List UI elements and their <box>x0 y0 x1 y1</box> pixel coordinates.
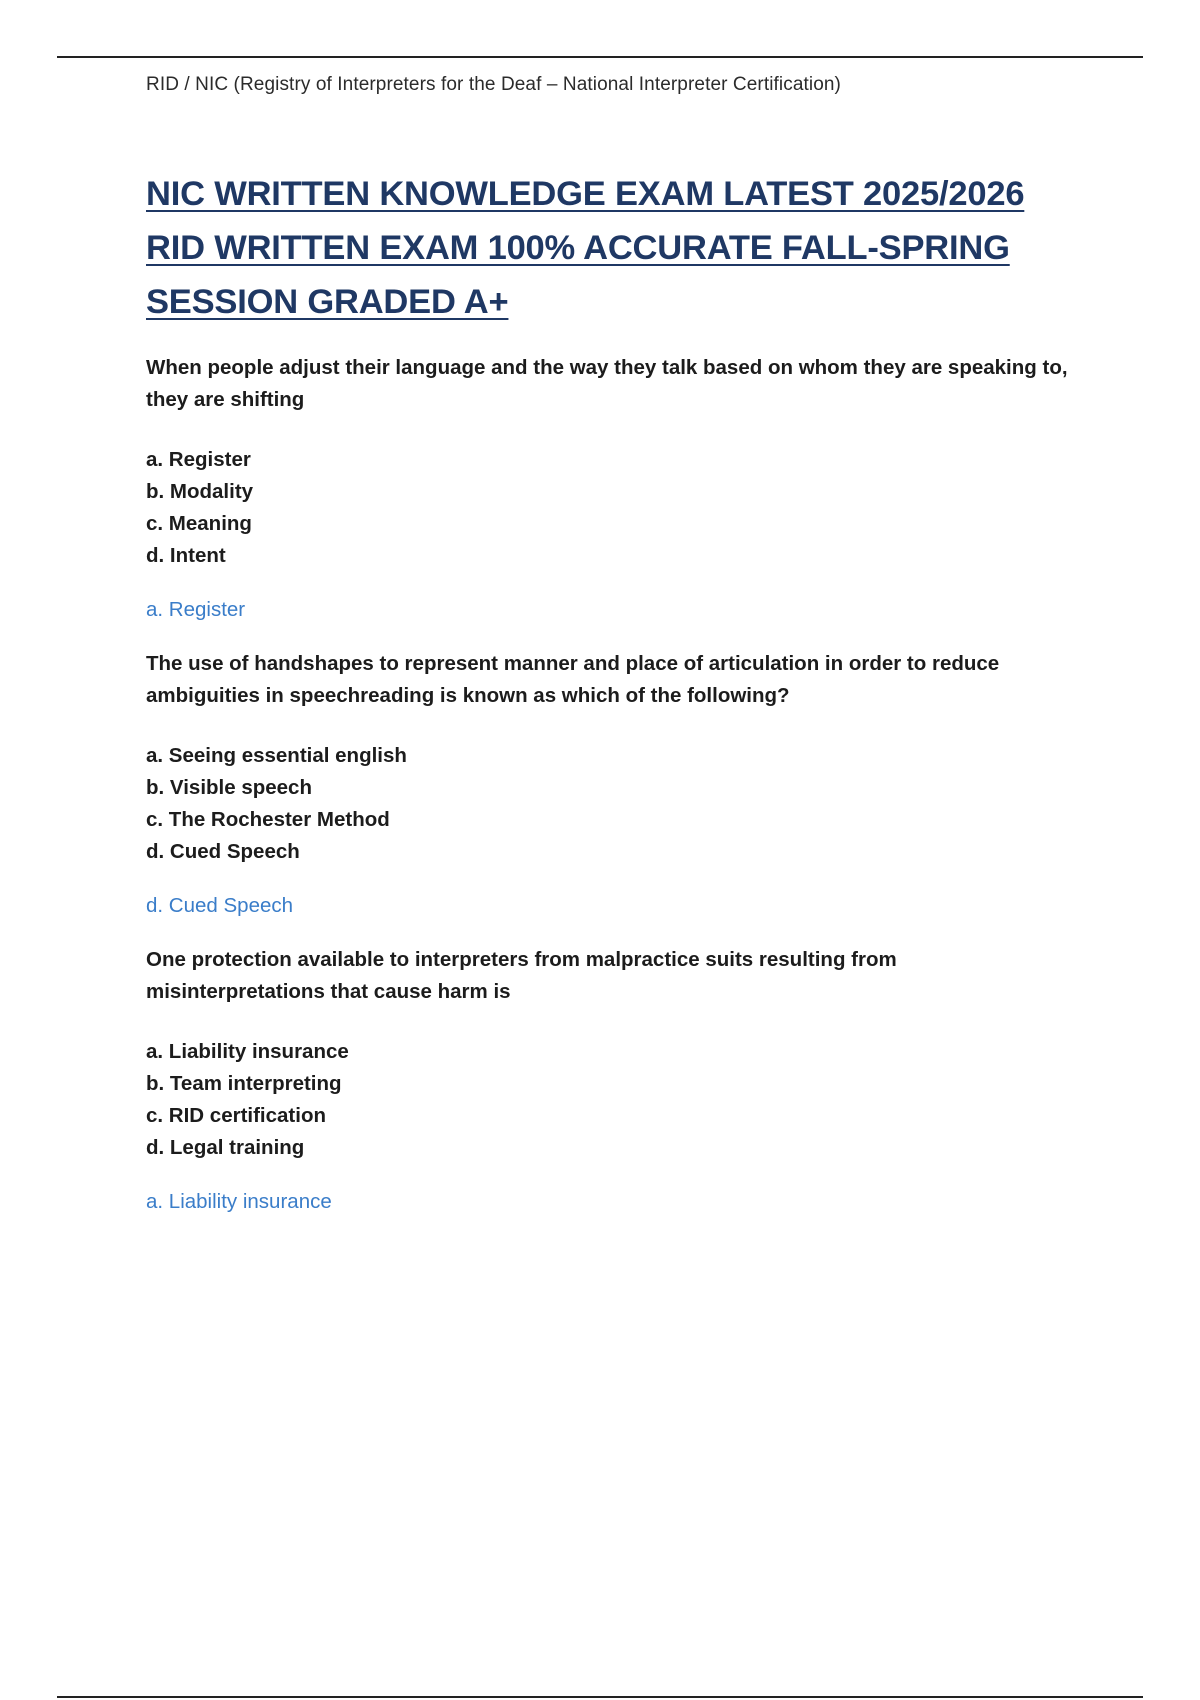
question-text: One protection available to interpreters from malpractice suits resulting from misinterpretations that cause harm is <box>146 948 897 1003</box>
question-text: When people adjust their language and the way they talk based on whom they are speaking to, they are shifting <box>146 356 1068 411</box>
document-title <box>146 167 1076 329</box>
option-item: b. Team interpreting <box>146 1072 342 1095</box>
question-block <box>146 648 1076 922</box>
document-body <box>146 167 1076 1218</box>
option-list <box>146 1036 1076 1164</box>
answer-text: a. Register <box>146 598 246 621</box>
option-item: d. Intent <box>146 544 226 567</box>
option-item: b. Visible speech <box>146 776 312 799</box>
option-item: a. Register <box>146 448 251 471</box>
option-item: d. Legal training <box>146 1136 305 1159</box>
title-line-3: SESSION GRADED A+ <box>146 283 509 321</box>
question-block <box>146 944 1076 1218</box>
option-item: a. Liability insurance <box>146 1040 349 1063</box>
answer-text: d. Cued Speech <box>146 894 294 917</box>
option-item: c. The Rochester Method <box>146 808 390 831</box>
option-item: a. Seeing essential english <box>146 744 407 767</box>
title-line-1: NIC WRITTEN KNOWLEDGE EXAM LATEST 2025/2026 <box>146 175 1025 213</box>
answer-text: a. Liability insurance <box>146 1190 332 1213</box>
option-list <box>146 740 1076 868</box>
option-list <box>146 444 1076 572</box>
page-header: RID / NIC (Registry of Interpreters for the Deaf – National Interpreter Certification) <box>146 74 841 95</box>
question-text: The use of handshapes to represent manner and place of articulation in order to reduce ambiguities in speechreading is known as which of the following? <box>146 652 1000 707</box>
option-item: c. RID certification <box>146 1104 326 1127</box>
question-block <box>146 352 1076 626</box>
option-item: c. Meaning <box>146 512 252 535</box>
option-item: b. Modality <box>146 480 254 503</box>
header-rule <box>57 56 1143 58</box>
title-line-2: RID WRITTEN EXAM 100% ACCURATE FALL-SPRING <box>146 229 1010 267</box>
option-item: d. Cued Speech <box>146 840 300 863</box>
footer-rule <box>57 1696 1143 1698</box>
